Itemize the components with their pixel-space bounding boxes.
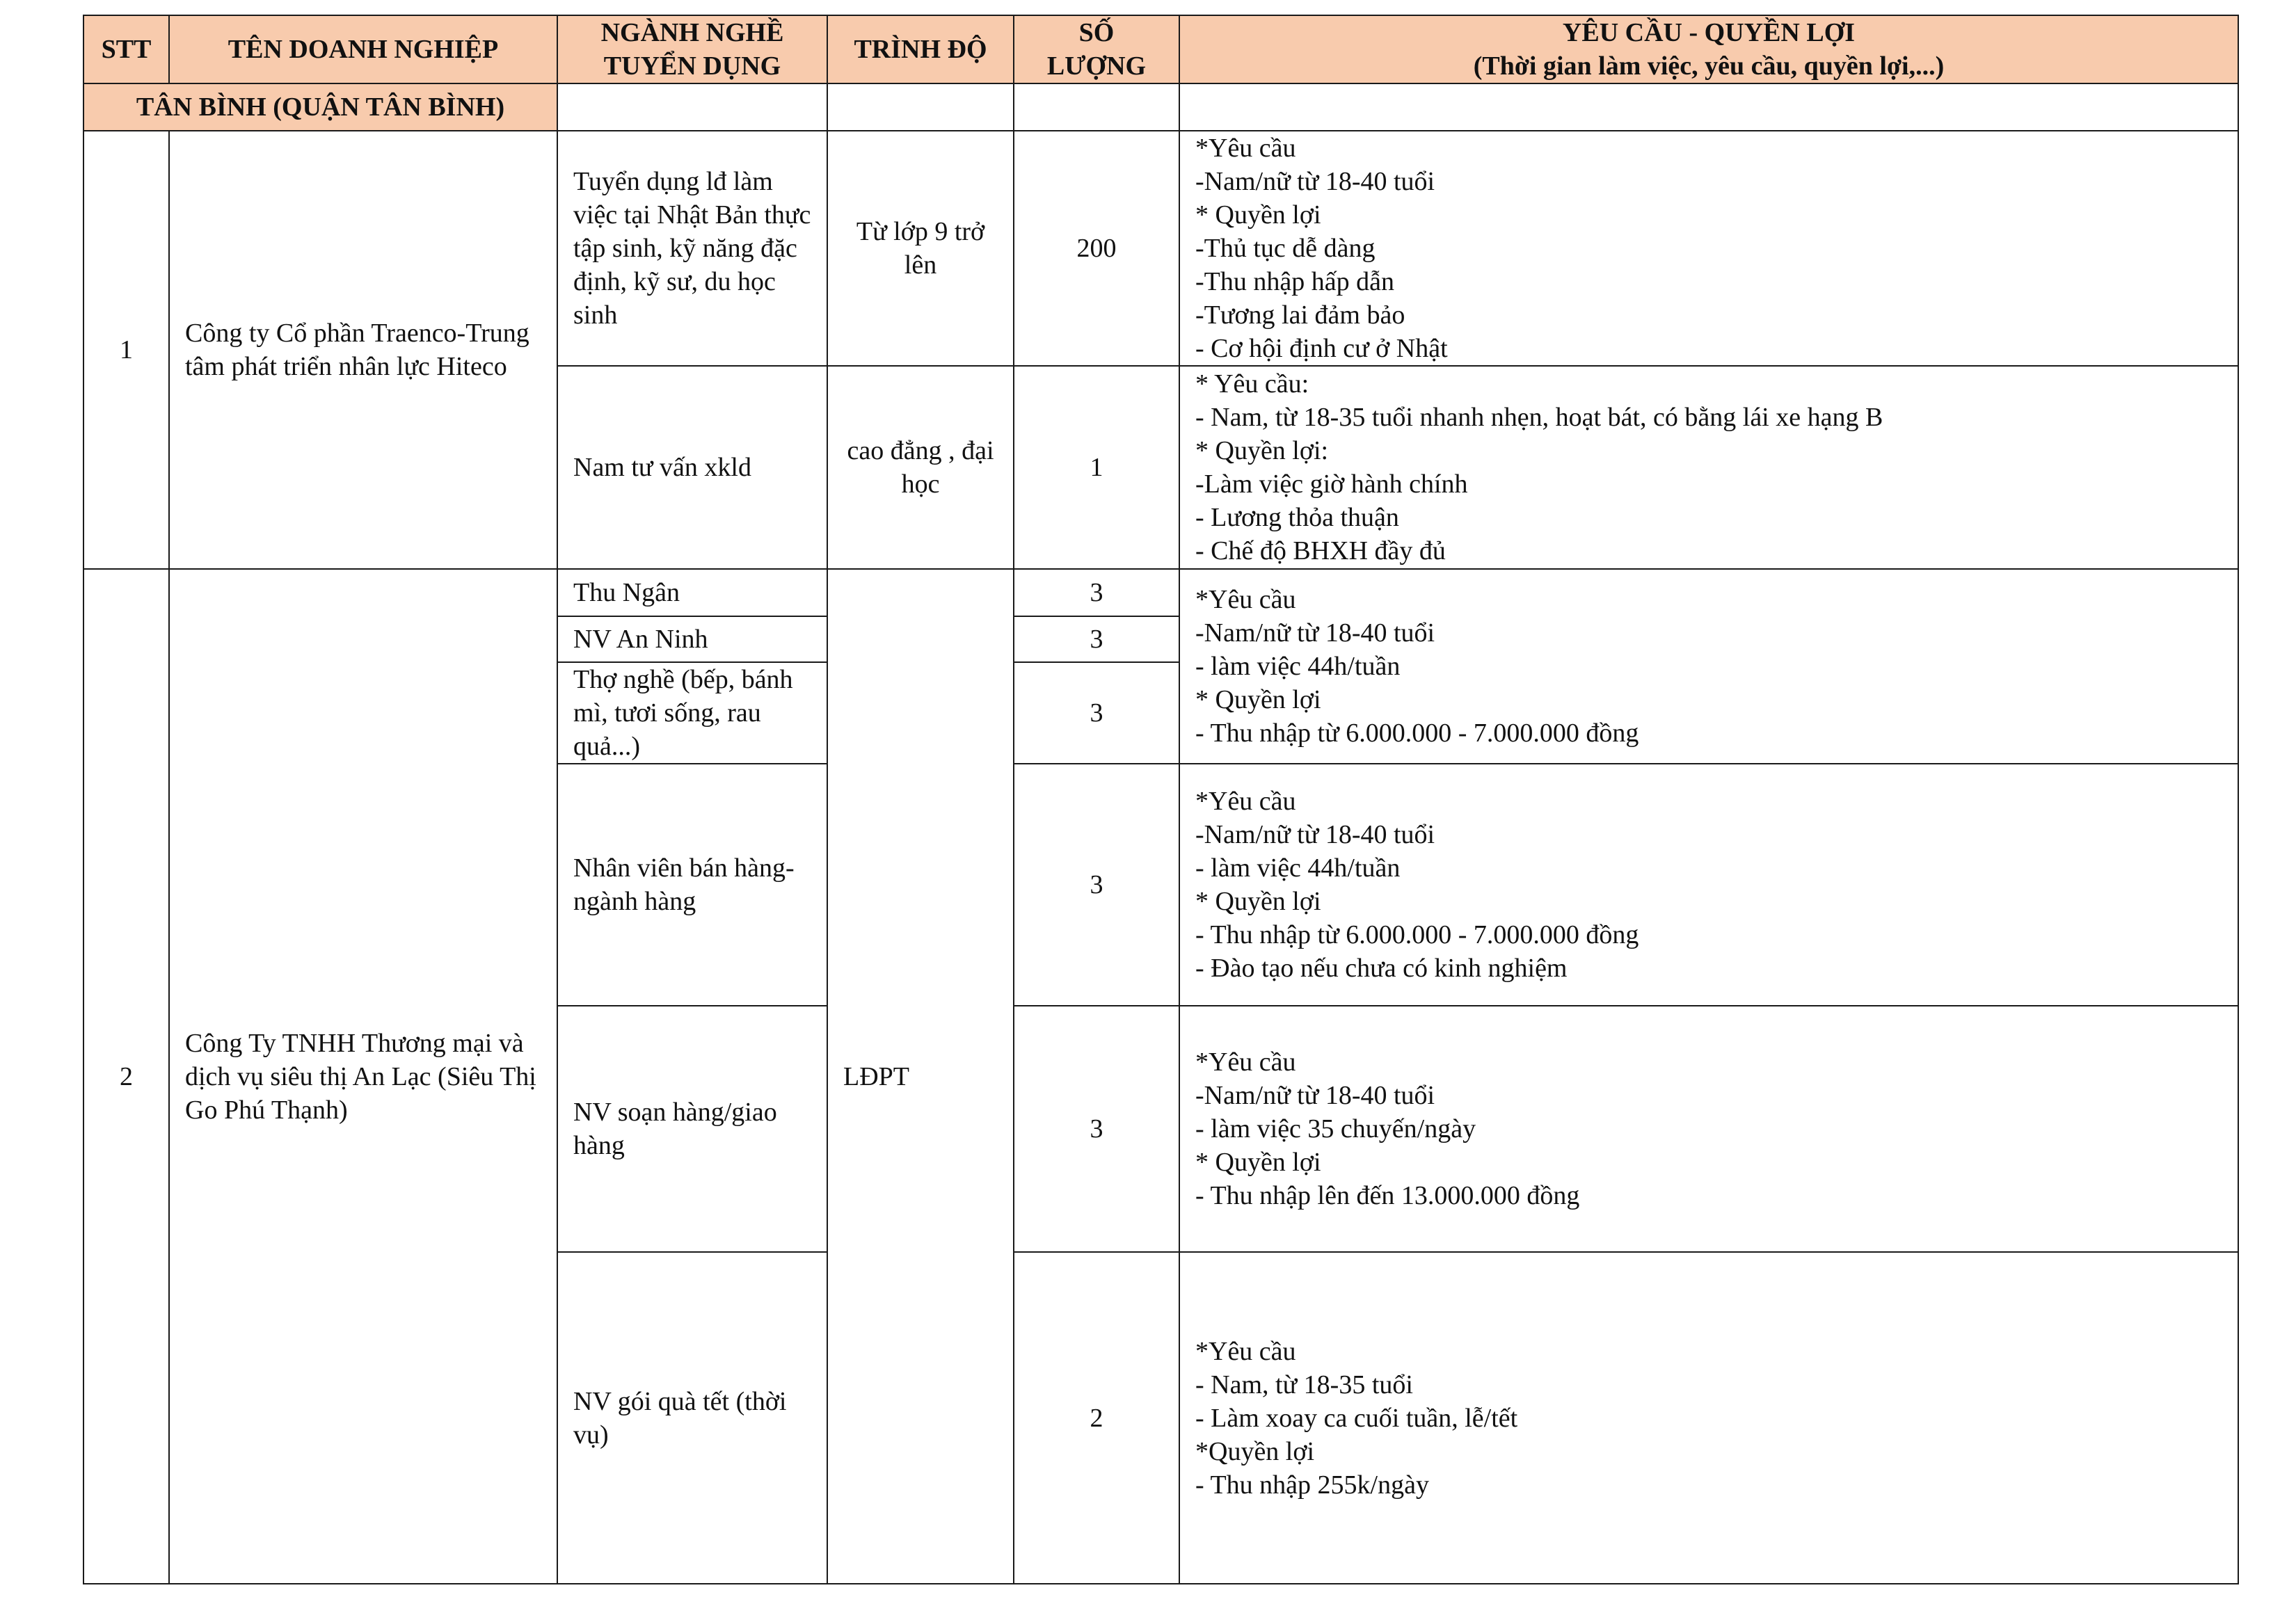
requirements-cell: [1179, 569, 2238, 764]
requirement-line: - Nam, từ 18-35 tuổi: [1195, 1370, 1413, 1399]
requirements-cell: [1179, 1006, 2238, 1252]
header-job-line1: NGÀNH NGHỀ: [600, 18, 784, 47]
job-title: Nam tư vấn xkld: [557, 366, 827, 569]
requirement-line: * Quyền lợi: [1195, 685, 1321, 714]
requirement-line: * Yêu cầu:: [1195, 369, 1309, 399]
education-level: Từ lớp 9 trở lên: [827, 131, 1014, 366]
requirement-line: -Làm việc giờ hành chính: [1195, 470, 1468, 499]
quantity: 3: [1014, 616, 1179, 662]
quantity: 200: [1014, 131, 1179, 366]
job-title: Tuyển dụng lđ làm việc tại Nhật Bản thực tập sinh, kỹ năng đặc định, kỹ sư, du học sinh: [557, 131, 827, 366]
header-company: TÊN DOANH NGHIỆP: [169, 15, 557, 83]
header-job-line2: TUYỂN DỤNG: [603, 51, 781, 81]
requirement-line: -Tương lai đảm bảo: [1195, 300, 1405, 330]
empty-cell: [557, 83, 827, 131]
requirement-line: - Thu nhập từ 6.000.000 - 7.000.000 đồng: [1195, 920, 1639, 949]
requirement-line: * Quyền lợi: [1195, 200, 1321, 230]
requirement-line: *Yêu cầu: [1195, 1048, 1296, 1077]
quantity: 3: [1014, 662, 1179, 764]
requirement-line: - làm việc 44h/tuần: [1195, 853, 1401, 883]
stt-cell: 2: [83, 569, 169, 1584]
job-title: NV soạn hàng/giao hàng: [557, 1006, 827, 1252]
requirement-line: - Thu nhập lên đến 13.000.000 đồng: [1195, 1181, 1580, 1210]
stt-cell: 1: [83, 131, 169, 569]
requirement-line: * Quyền lợi:: [1195, 436, 1329, 465]
quantity: 2: [1014, 1252, 1179, 1584]
requirement-line: -Nam/nữ từ 18-40 tuổi: [1195, 1081, 1435, 1110]
requirement-line: *Yêu cầu: [1195, 787, 1296, 816]
company-name: Công ty Cổ phần Traenco-Trung tâm phát triển nhân lực Hiteco: [169, 131, 557, 569]
job-title: Thợ nghề (bếp, bánh mì, tươi sống, rau quả...): [557, 662, 827, 764]
header-qty-line1: SỐ: [1078, 18, 1115, 47]
requirement-line: -Thu nhập hấp dẫn: [1195, 267, 1394, 296]
header-req-line2: (Thời gian làm việc, yêu cầu, quyền lợi,...): [1473, 51, 1945, 81]
quantity: 3: [1014, 569, 1179, 616]
table-row: [83, 569, 2238, 616]
requirement-line: - Nam, từ 18-35 tuổi nhanh nhẹn, hoạt bát, có bằng lái xe hạng B: [1195, 403, 1883, 432]
header-level: TRÌNH ĐỘ: [827, 15, 1014, 83]
header-qty-line2: LƯỢNG: [1046, 51, 1147, 81]
requirement-line: * Quyền lợi: [1195, 887, 1321, 916]
requirement-line: -Thủ tục dễ dàng: [1195, 234, 1376, 263]
empty-cell: [1014, 83, 1179, 131]
requirement-line: - Làm xoay ca cuối tuần, lễ/tết: [1195, 1403, 1518, 1433]
requirement-line: *Yêu cầu: [1195, 585, 1296, 614]
requirement-line: - Chế độ BHXH đầy đủ: [1195, 536, 1446, 565]
quantity: 1: [1014, 366, 1179, 569]
requirements-cell: [1179, 131, 2238, 366]
job-title: Nhân viên bán hàng-ngành hàng: [557, 764, 827, 1006]
empty-cell: [1179, 83, 2238, 131]
requirement-line: - Thu nhập 255k/ngày: [1195, 1470, 1429, 1500]
company-name: Công Ty TNHH Thương mại và dịch vụ siêu thị An Lạc (Siêu Thị Go Phú Thạnh): [169, 569, 557, 1584]
header-stt: STT: [83, 15, 169, 83]
header-job: [557, 15, 827, 83]
requirement-line: - Lương thỏa thuận: [1195, 503, 1399, 532]
quantity: 3: [1014, 764, 1179, 1006]
requirement-line: *Quyền lợi: [1195, 1436, 1315, 1466]
education-level: LĐPT: [827, 569, 1014, 1584]
requirement-line: -Nam/nữ từ 18-40 tuổi: [1195, 618, 1435, 648]
empty-cell: [827, 83, 1014, 131]
section-title: TÂN BÌNH (QUẬN TÂN BÌNH): [83, 83, 557, 131]
requirement-line: -Nam/nữ từ 18-40 tuổi: [1195, 820, 1435, 849]
requirement-line: - làm việc 44h/tuần: [1195, 652, 1401, 681]
header-row: [83, 15, 2238, 83]
job-title: Thu Ngân: [557, 569, 827, 616]
requirement-line: - Thu nhập từ 6.000.000 - 7.000.000 đồng: [1195, 719, 1639, 748]
education-level: cao đẳng , đại học: [827, 366, 1014, 569]
requirement-line: * Quyền lợi: [1195, 1148, 1321, 1177]
header-qty: [1014, 15, 1179, 83]
header-req-line1: YÊU CẦU - QUYỀN LỢI: [1562, 18, 1856, 47]
requirement-line: - Đào tạo nếu chưa có kinh nghiệm: [1195, 954, 1568, 983]
requirements-cell: [1179, 1252, 2238, 1584]
requirements-cell: [1179, 366, 2238, 569]
requirement-line: - làm việc 35 chuyến/ngày: [1195, 1114, 1476, 1143]
requirement-line: *Yêu cầu: [1195, 134, 1296, 163]
job-title: NV An Ninh: [557, 616, 827, 662]
recruitment-table: [83, 15, 2239, 1584]
section-row: [83, 83, 2238, 131]
quantity: 3: [1014, 1006, 1179, 1252]
header-requirements: [1179, 15, 2238, 83]
job-title: NV gói quà tết (thời vụ): [557, 1252, 827, 1584]
requirement-line: -Nam/nữ từ 18-40 tuổi: [1195, 167, 1435, 196]
table-row: [83, 131, 2238, 366]
requirements-cell: [1179, 764, 2238, 1006]
requirement-line: *Yêu cầu: [1195, 1336, 1296, 1366]
requirement-line: - Cơ hội định cư ở Nhật: [1195, 334, 1448, 363]
